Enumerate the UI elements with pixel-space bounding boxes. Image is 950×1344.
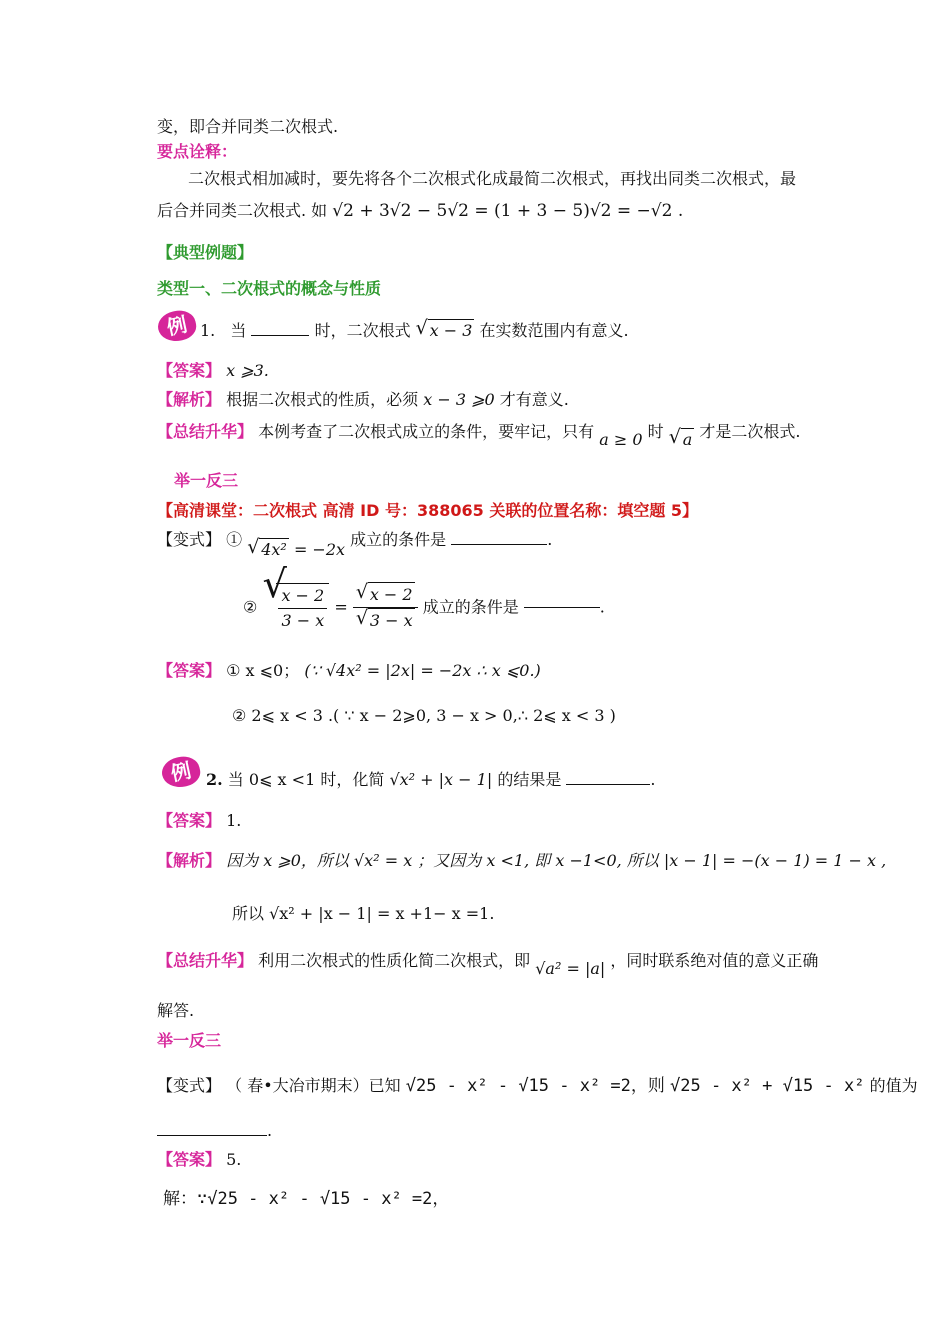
fraction-left: $\frac{x - 2}{3 - x}$ — [278, 584, 327, 633]
example-badge-2: 例 — [159, 753, 202, 790]
variant-post: 的值为 — [869, 1076, 918, 1095]
example2-num: 2. — [206, 770, 223, 789]
summary-line-2: 解答. — [157, 1001, 195, 1020]
ans1-math: (∵ √4x² = |2x| = −2x ∴ x ⩽0.) — [304, 661, 541, 680]
answer-text: x ⩾3. — [226, 361, 269, 380]
radical-fraction-left — [262, 561, 329, 633]
summary-pre: 利用二次根式的性质化简二次根式，即 — [258, 951, 531, 970]
summary-post: 才是二次根式. — [699, 422, 801, 441]
example2-summary — [157, 950, 819, 978]
fraction-right: √ x − 2 √ 3 − x — [353, 582, 418, 633]
point-line-2 — [157, 200, 683, 222]
radical-a: √ a — [668, 425, 693, 449]
answer-text: 5. — [226, 1150, 242, 1169]
analysis-line-2: 所以 √x² + |x − 1| = x +1− x =1. — [232, 904, 495, 923]
answer-tag: 【答案】 — [157, 811, 222, 830]
ans1-pre: ① x ⩽0； — [226, 661, 300, 680]
solution-text: 解：∵√25 - x² - √15 - x² =2， — [163, 1189, 450, 1209]
answer-blank-2 — [451, 544, 547, 545]
example2-text: 当 0⩽ x <1 时，化简 — [227, 770, 385, 789]
practice1-answer-1 — [157, 660, 541, 682]
example1-post: 在实数范围内有意义. — [479, 321, 629, 340]
example1-question — [200, 316, 629, 342]
variant-expr-1: √25 - x² - √15 - x² =2，则 — [405, 1076, 665, 1096]
variant-2-line — [157, 1075, 918, 1097]
example2-answer — [157, 810, 241, 832]
practice-title-1: 举一反三 — [174, 471, 239, 490]
radical-sign-icon: √ — [262, 561, 287, 607]
radical-sign-icon: √ — [668, 425, 681, 448]
practice2-solution — [163, 1188, 449, 1210]
practice1-answer-2: ② 2⩽ x < 3 .( ∵ x − 2⩾0, 3 − x > 0,∴ 2⩽ x < 3 ) — [232, 706, 616, 725]
v1-post: 成立的条件是 — [350, 530, 447, 549]
analysis-tag: 【解析】 — [157, 390, 222, 409]
radical-sign-icon: √ — [247, 535, 260, 558]
radical-sign-icon: √ — [355, 606, 369, 629]
radical-sign-icon: √ — [415, 316, 428, 339]
answer-tag: 【答案】 — [157, 361, 222, 380]
analysis-pre: 根据二次根式的性质，必须 — [226, 390, 419, 409]
practice2-answer — [157, 1149, 241, 1171]
summary-pre: 本例考查了二次根式成立的条件，要牢记，只有 — [258, 422, 595, 441]
practice-title-2: 举一反三 — [157, 1031, 222, 1050]
summary-math: √a² = |a| — [535, 959, 606, 978]
radical-sign-icon: √ — [355, 580, 369, 603]
point-line-2-text: 后合并同类二次根式. 如 — [157, 201, 328, 220]
point-formula: √2 + 3√2 − 5√2 = (1 + 3 − 5)√2 = −√2 . — [332, 201, 684, 221]
summary-mid: 时 — [647, 422, 664, 441]
circle-1: ① — [226, 530, 243, 549]
answer-blank-5-line: . — [157, 1120, 272, 1142]
point-line-1: 二次根式相加减时，要先将各个二次根式化成最简二次根式，再找出同类二次根式，最 — [188, 169, 797, 188]
answer-tag: 【答案】 — [157, 661, 222, 680]
example2-post: 的结果是 — [497, 770, 562, 789]
analysis-math: x − 3 ⩾0 — [423, 390, 495, 409]
radical-4x2: √ 4x² — [247, 535, 287, 559]
summary-math: a ≥ 0 — [599, 430, 643, 449]
section-title: 【典型例题】 — [157, 243, 254, 262]
analysis-line-1: 因为 x ⩾0，所以 √x² = x ；又因为 x <1, 即 x −1<0, 所以 |x − 1| = −(x − 1) = 1 − x , — [226, 851, 887, 870]
variant-2: ② √ $\frac{x - 2}{3 - x}$ = √ x − 2 √ 3 − x 成立的条件是 . — [243, 582, 605, 633]
analysis-post: 才有意义. — [499, 390, 569, 409]
example1-mid: 时，二次根式 — [314, 321, 411, 340]
summary-tag: 【总结升华】 — [157, 951, 254, 970]
example2-question: 2. 当 0⩽ x <1 时，化简 √x² + |x − 1| 的结果是 . — [206, 770, 656, 789]
answer-tag: 【答案】 — [157, 1150, 222, 1169]
answer-blank-4 — [566, 784, 650, 785]
example1-summary — [157, 420, 801, 449]
variant-tag: 【变式】 — [157, 530, 222, 549]
circle-2: ② — [243, 597, 258, 617]
radical-x-minus-3: √ x − 3 — [415, 316, 473, 340]
v2-post: 成立的条件是 — [422, 597, 519, 617]
example1-analysis — [157, 389, 569, 411]
example2-expr: √x² + |x − 1| — [389, 770, 493, 789]
answer-blank-3 — [524, 607, 600, 608]
variant-tag: 【变式】 — [157, 1076, 222, 1095]
analysis-tag: 【解析】 — [157, 851, 222, 870]
v1-eq: = −2x — [293, 540, 346, 559]
point-title: 要点诠释： — [157, 142, 238, 161]
variant-1: 【变式】 ① √ 4x² = −2x 成立的条件是 . — [157, 530, 553, 559]
example-badge-1: 例 — [155, 307, 198, 344]
example1-pre: 当 — [230, 321, 247, 340]
type-title: 类型一、二次根式的概念与性质 — [157, 279, 382, 298]
intro-line: 变，即合并同类二次根式. — [157, 117, 339, 136]
example1-answer — [157, 360, 269, 382]
variant-text: （ 春•大冶市期末）已知 — [226, 1076, 401, 1095]
summary-tag: 【总结升华】 — [157, 422, 254, 441]
answer-blank-5 — [157, 1135, 267, 1136]
example1-num: 1. — [200, 321, 216, 340]
answer-text: 1. — [226, 811, 242, 830]
variant-expr-2: √25 - x² + √15 - x² — [670, 1076, 865, 1096]
example2-analysis — [157, 850, 886, 872]
summary-post: ，同时联系绝对值的意义正确 — [610, 951, 819, 970]
hd-classroom-line: 【高清课堂：二次根式 高清 ID 号：388065 关联的位置名称：填空题 5】 — [157, 501, 699, 520]
answer-blank-1 — [251, 335, 309, 336]
